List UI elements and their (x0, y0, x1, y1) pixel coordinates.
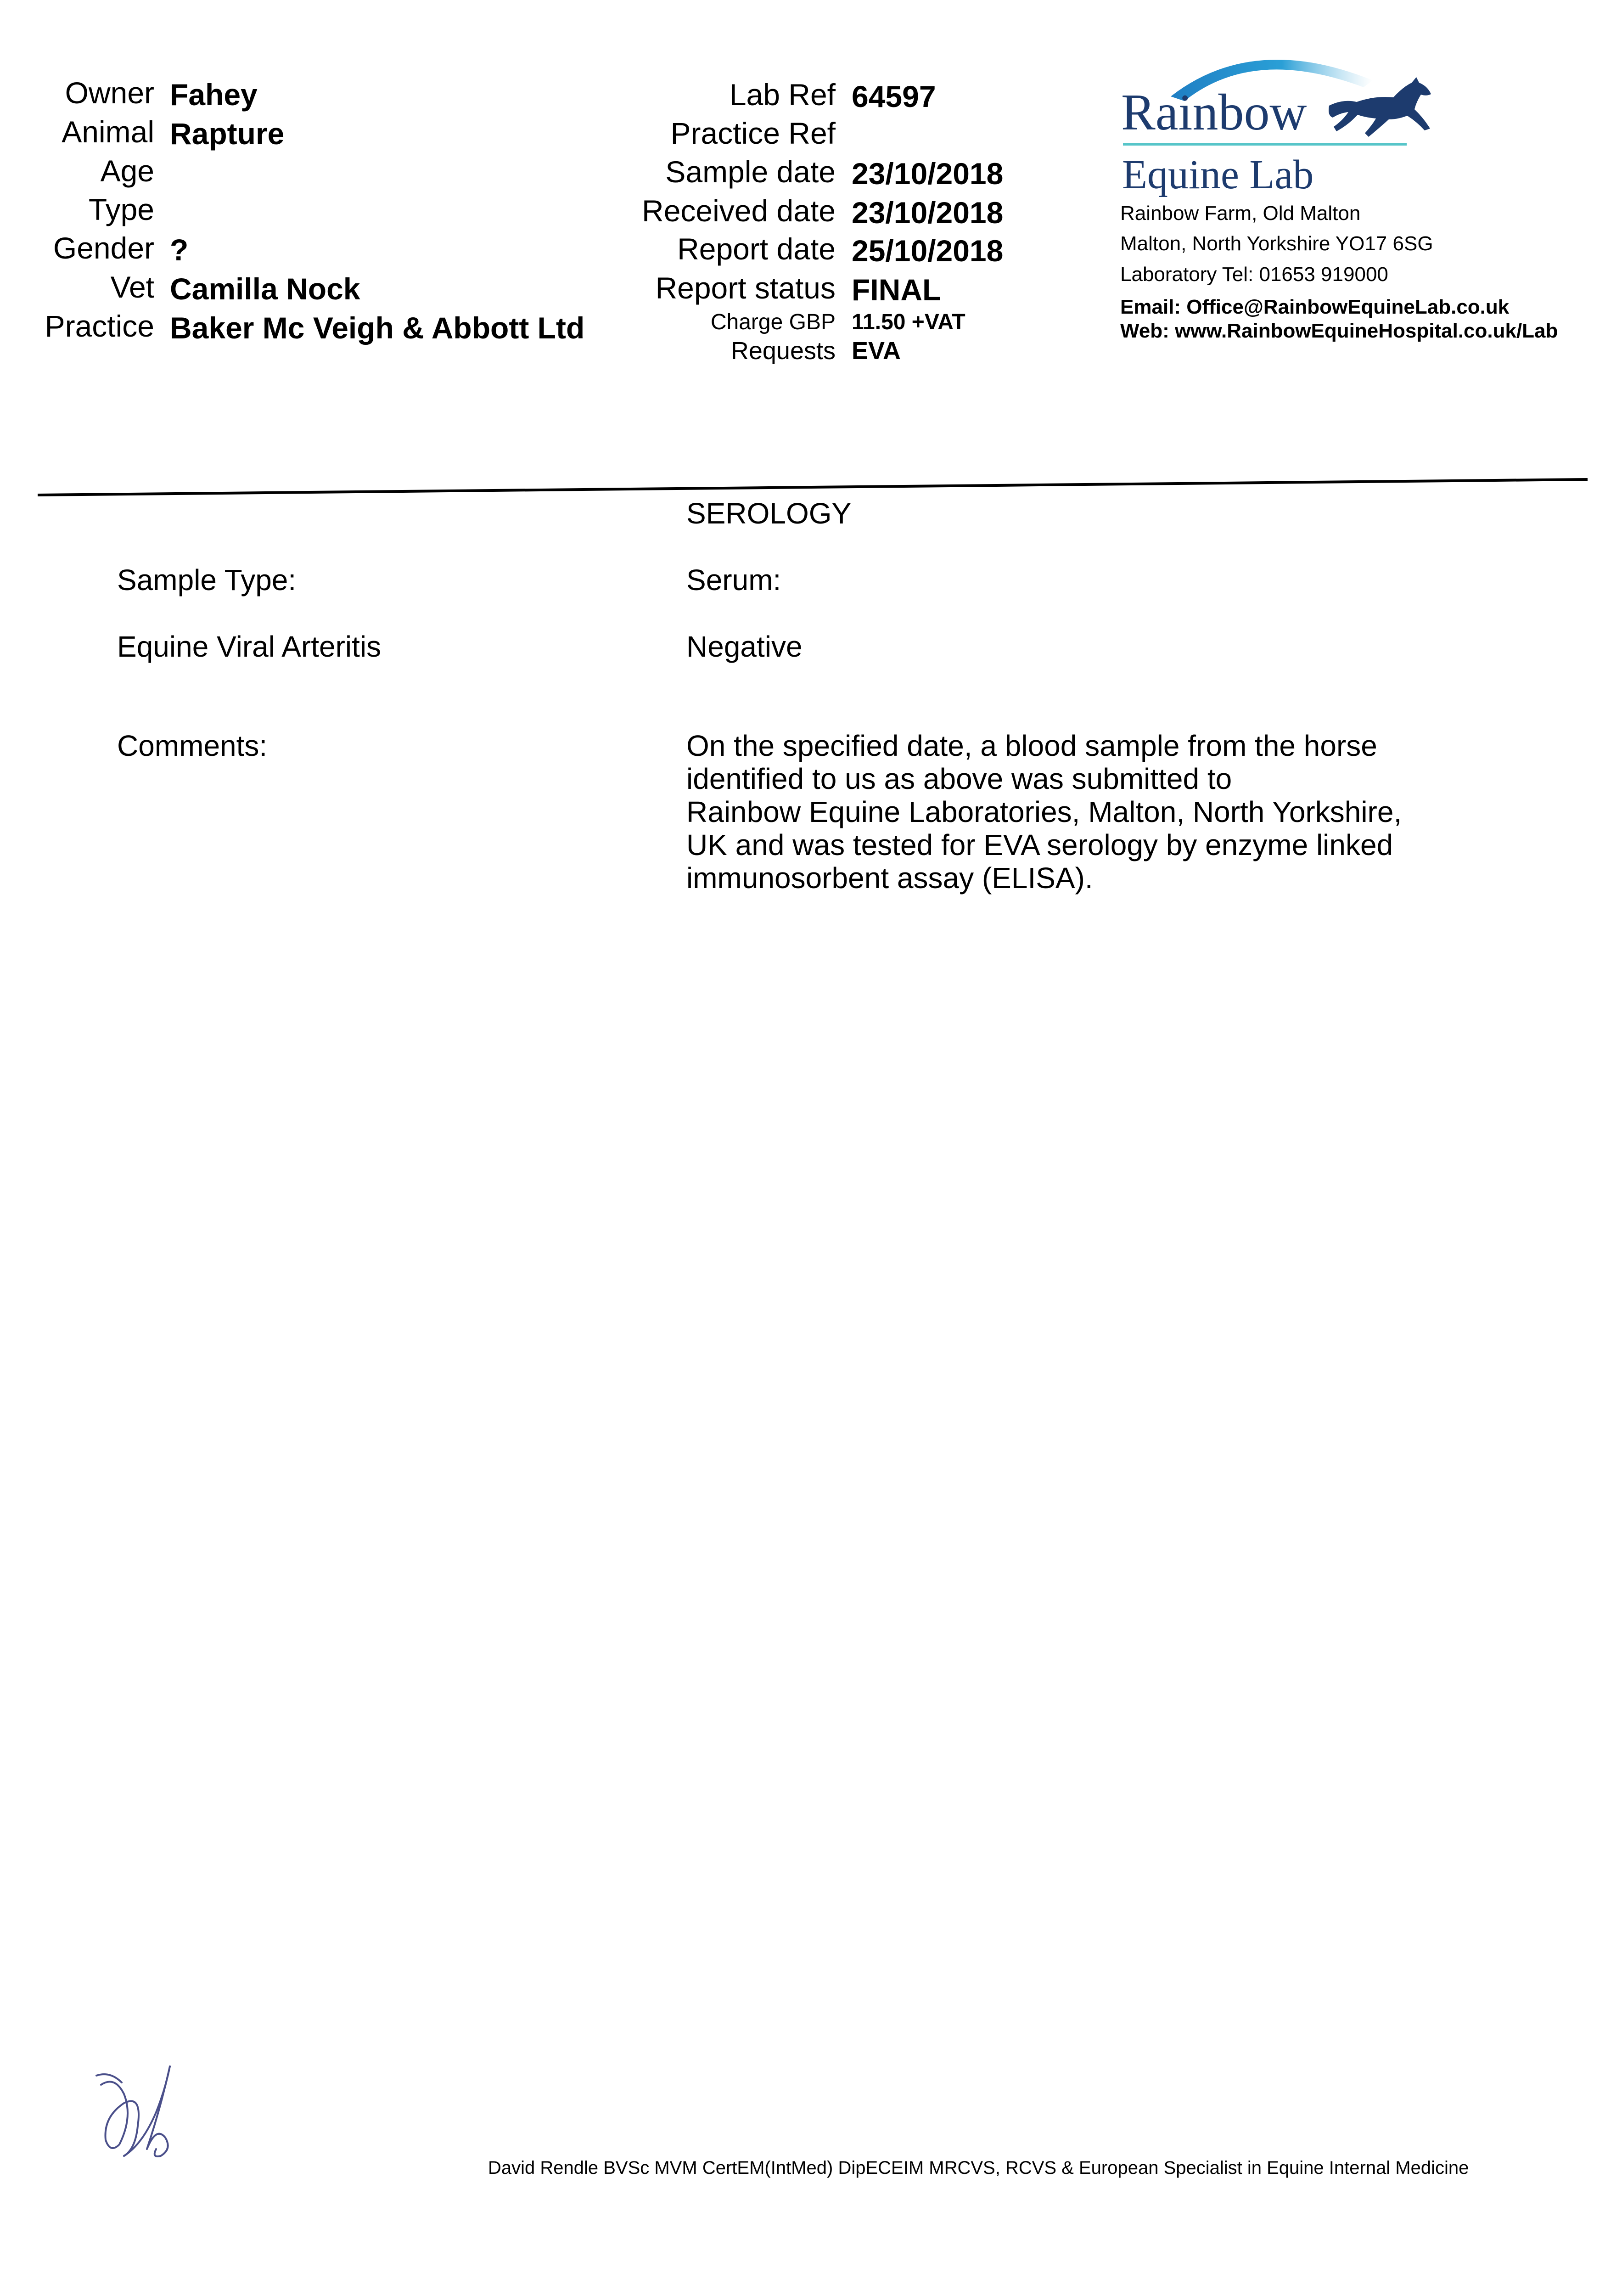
owner-value: Fahey (170, 78, 258, 112)
sample-date-value: 23/10/2018 (852, 157, 1004, 191)
comment-line: UK and was tested for EVA serology by enzyme linked (686, 828, 1393, 861)
lab-telephone: Laboratory Tel: 01653 919000 (1120, 263, 1388, 286)
address-line-2: Malton, North Yorkshire YO17 6SG (1120, 232, 1433, 255)
logo-line2: Equine Lab (1122, 152, 1314, 197)
test-result: Negative (686, 630, 803, 663)
type-label: Type (88, 192, 154, 226)
practice-value: Baker Mc Veigh & Abbott Ltd (170, 311, 585, 345)
gender-label: Gender (53, 231, 154, 265)
report-date-label: Report date (677, 232, 836, 266)
report-status-value: FINAL (852, 273, 941, 307)
gender-value: ? (170, 233, 189, 267)
sample-type-label: Sample Type: (117, 563, 297, 597)
test-name: Equine Viral Arteritis (117, 630, 382, 663)
requests-value: EVA (852, 337, 901, 365)
age-label: Age (100, 154, 154, 188)
animal-label: Animal (62, 115, 154, 149)
received-date-label: Received date (642, 194, 836, 228)
horse-icon (1325, 73, 1435, 142)
comment-line: identified to us as above was submitted to (686, 762, 1232, 795)
signature-icon (92, 2057, 193, 2167)
charge-label: Charge GBP (710, 310, 836, 334)
address-line-1: Rainbow Farm, Old Malton (1120, 202, 1361, 225)
section-title: SEROLOGY (686, 497, 852, 530)
comments-label: Comments: (117, 729, 268, 762)
requests-label: Requests (730, 337, 836, 365)
signatory-credentials: David Rendle BVSc MVM CertEM(IntMed) DipECEIM MRCVS, RCVS & European Specialist in Equine Internal Medicine (488, 2158, 1469, 2178)
lab-website: Web: www.RainbowEquineHospital.co.uk/Lab (1120, 320, 1558, 342)
lab-ref-label: Lab Ref (729, 78, 836, 112)
practice-label: Practice (45, 309, 154, 343)
logo-line1: Rainbow (1121, 84, 1307, 141)
report-date-value: 25/10/2018 (852, 234, 1004, 268)
vet-label: Vet (110, 270, 154, 304)
report-status-label: Report status (655, 271, 836, 305)
comment-line: Rainbow Equine Laboratories, Malton, North Yorkshire, (686, 795, 1402, 828)
logo-underline (1123, 143, 1407, 146)
animal-value: Rapture (170, 117, 285, 151)
practice-ref-label: Practice Ref (670, 116, 836, 150)
comment-line: On the specified date, a blood sample from the horse (686, 729, 1377, 762)
vet-value: Camilla Nock (170, 272, 360, 306)
sample-date-label: Sample date (665, 155, 836, 189)
received-date-value: 23/10/2018 (852, 196, 1004, 230)
header-divider (0, 473, 1622, 501)
comments-text (686, 729, 1402, 895)
lab-logo (1116, 37, 1437, 207)
comment-line: immunosorbent assay (ELISA). (686, 861, 1093, 895)
charge-value: 11.50 +VAT (852, 310, 965, 334)
lab-ref-value: 64597 (852, 79, 936, 113)
sample-type-value: Serum: (686, 563, 781, 597)
owner-label: Owner (65, 76, 154, 110)
lab-email: Email: Office@RainbowEquineLab.co.uk (1120, 296, 1510, 318)
